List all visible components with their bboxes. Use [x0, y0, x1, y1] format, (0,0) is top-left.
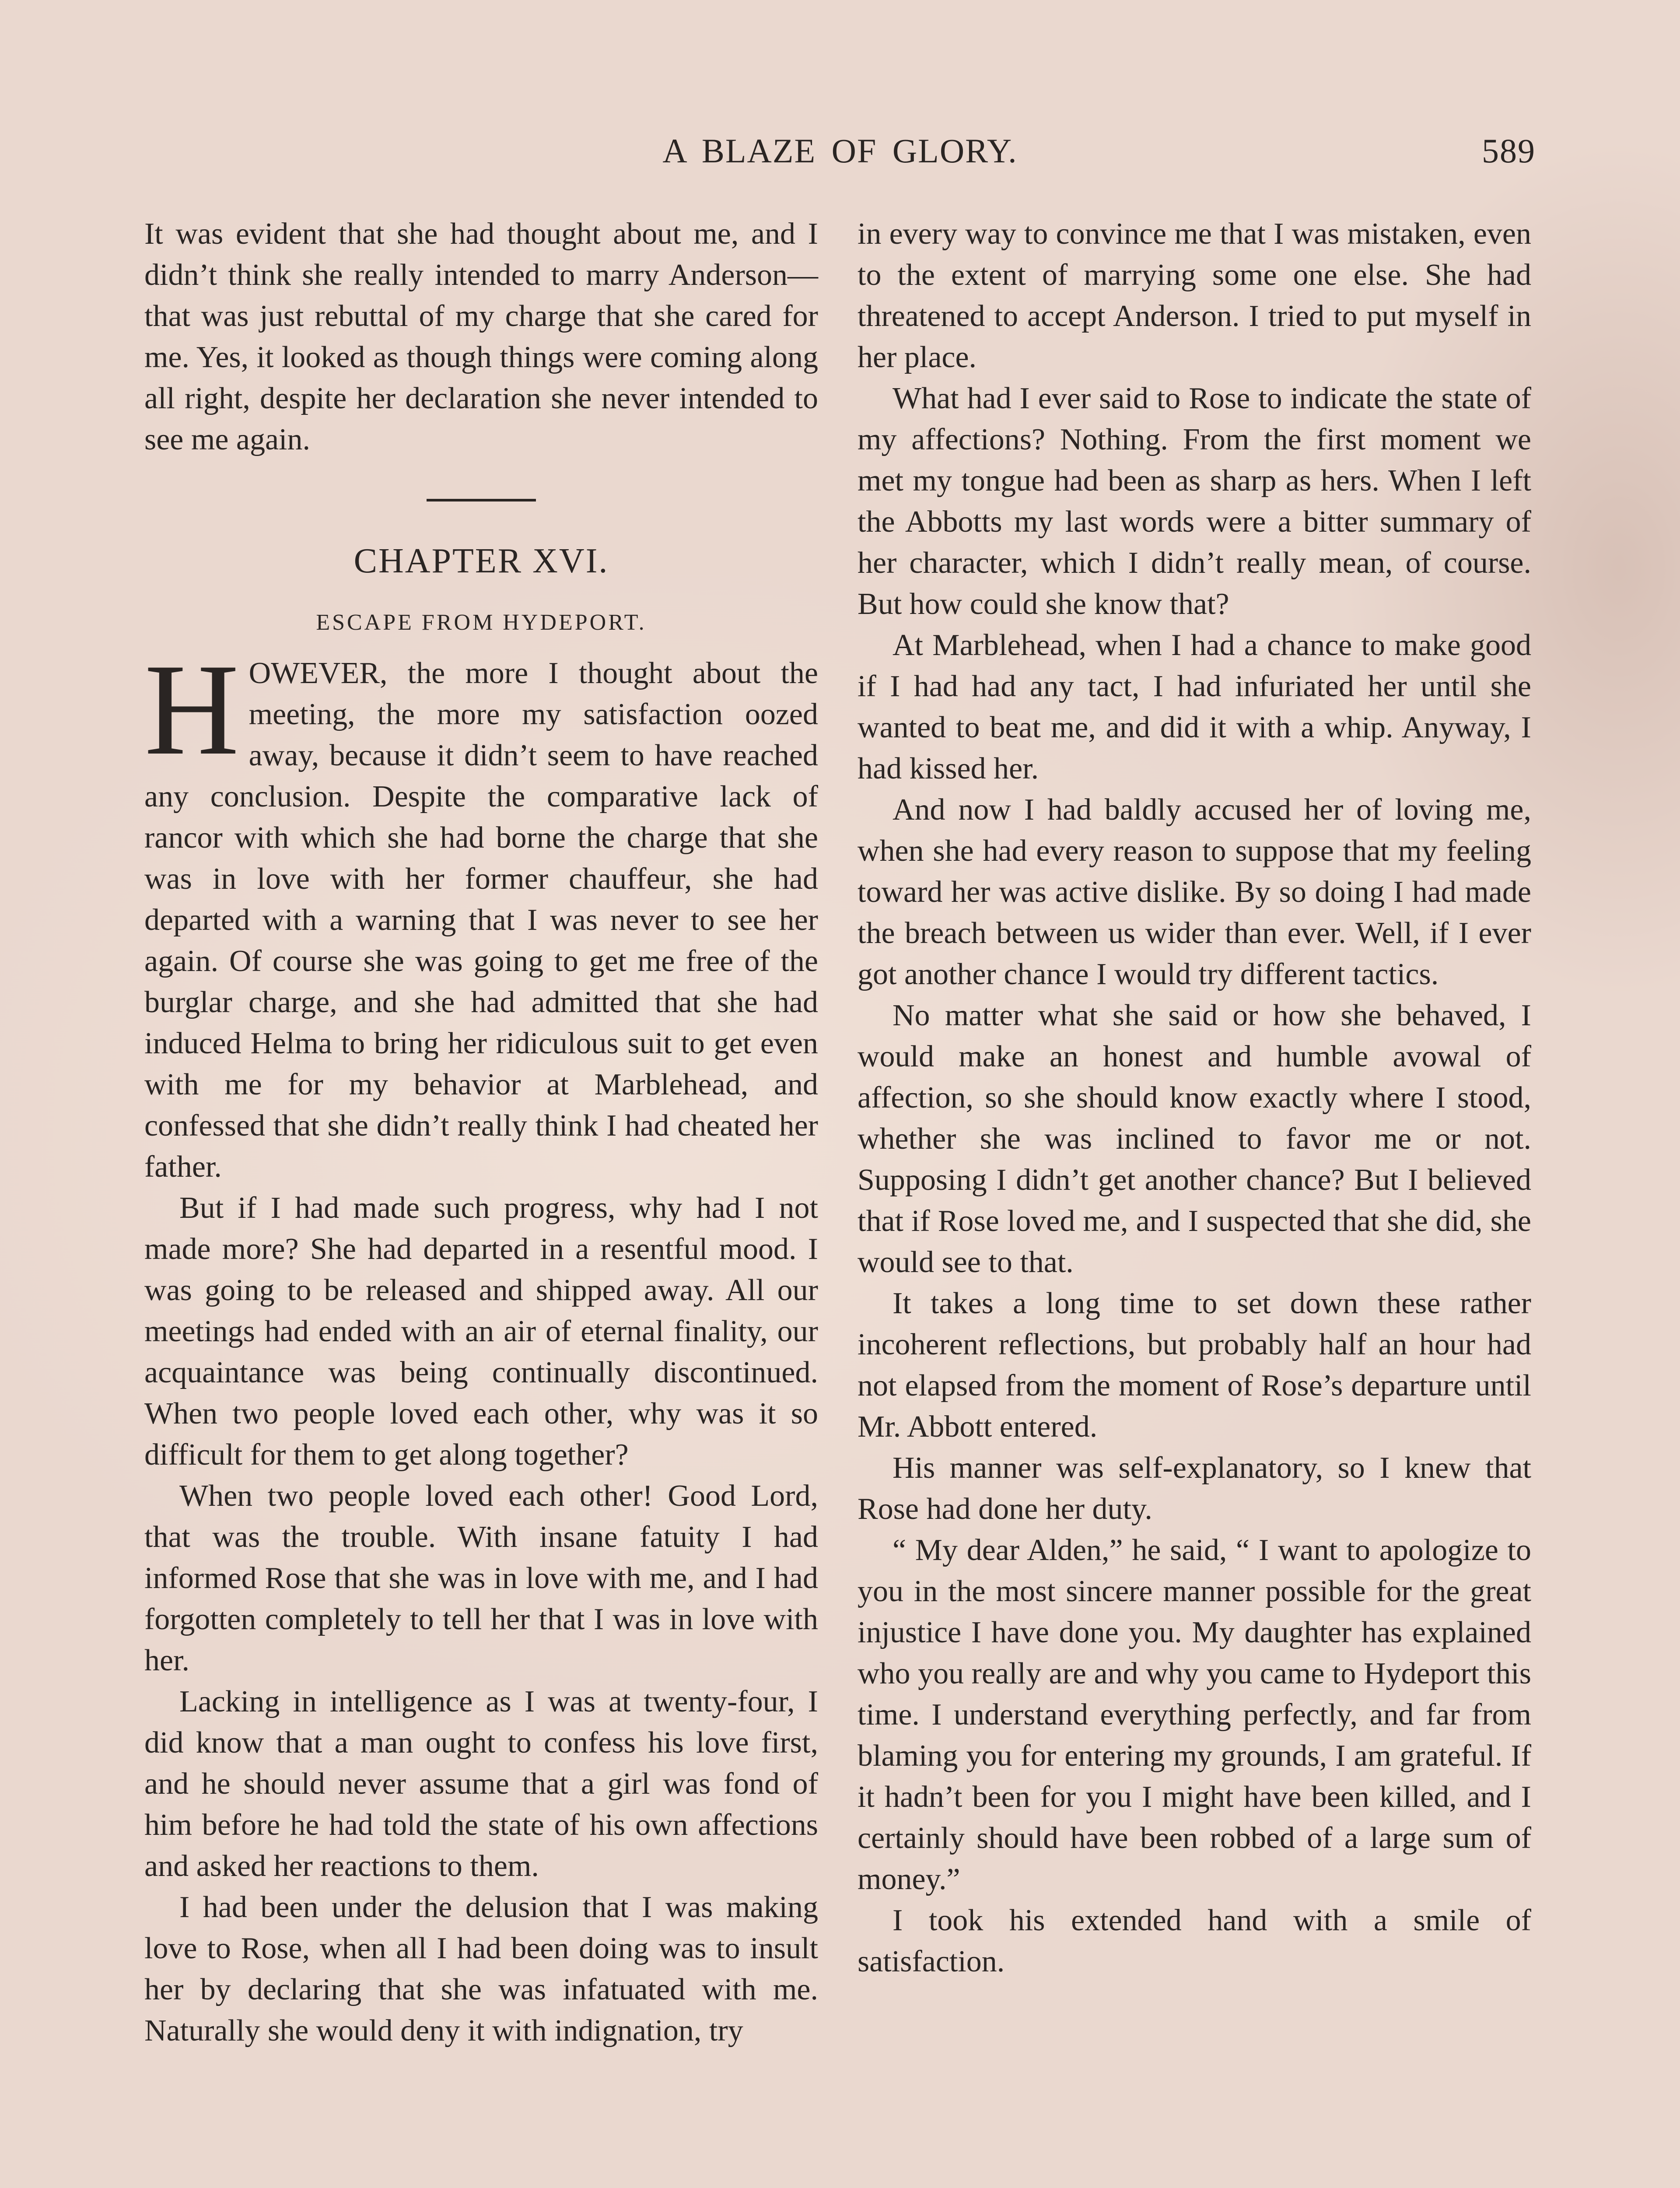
running-title: A BLAZE OF GLORY. — [662, 132, 1018, 170]
paragraph: His manner was self-explanatory, so I knew that Rose had done her duty. — [858, 1451, 1531, 1526]
paragraph: I had been under the delusion that I was making love to Rose, when all I had been doing was to insult her by declaring that she was infatuated with me. Naturally she would deny it with indignation, try — [144, 1890, 818, 2048]
right-column — [858, 214, 1531, 1982]
paragraph: What had I ever said to Rose to indicate the state of my affections? Nothing. From the first moment we met my tongue had been as sharp as hers. When I left the Abbotts my last words were a bitter summary of her character, which I didn’t really mean, of course. But how could she know that? — [858, 382, 1531, 621]
paragraph: No matter what she said or how she behaved, I would make an honest and humble avowal of affection, so she should know exactly where I stood, whether she was inclined to favor me or not. Supposing I didn’t get another chance? But I believed that if Rose loved me, and I suspected that she did, she would see to that. — [858, 999, 1531, 1279]
chapter-title: ESCAPE FROM HYDEPORT. — [316, 610, 647, 635]
chapter-heading: CHAPTER XVI. — [354, 542, 609, 580]
paragraph: And now I had baldly accused her of loving me, when she had every reason to suppose that my feeling toward her was active dislike. By so doing I had made the breach between us wider than ever. Well, if I ever got another chance I would try different tactics. — [858, 793, 1531, 991]
paragraph: in every way to convince me that I was mistaken, even to the extent of marrying some one else. She had threatened to accept Anderson. I tried to put myself in her place. — [858, 217, 1531, 374]
paragraph: I took his extended hand with a smile of satisfaction. — [858, 1904, 1531, 1978]
chapter-opening-paragraph — [144, 637, 818, 1188]
paragraph: At Marblehead, when I had a chance to make good if I had had any tact, I had infuriated her until she wanted to beat me, and did it with a whip. Anyway, I had kissed her. — [858, 628, 1531, 785]
drop-cap: H — [144, 637, 239, 782]
paragraph: Lacking in intelligence as I was at twenty-four, I did know that a man ought to confess his love first, and he should never assume that a girl was fond of him before he had told the state of his own affections and asked her reactions to them. — [144, 1685, 818, 1883]
paragraph: “ My dear Alden,” he said, “ I want to apologize to you in the most sincere manner possible for the great injustice I have done you. My daughter has explained who you really are and why you came to Hydeport this time. I understand everything perfectly, and far from blaming you for entering my grounds, I am grateful. If it hadn’t been for you I might have been killed, and I certainly should have been robbed of a large sum of money.” — [858, 1533, 1531, 1896]
left-column — [144, 214, 818, 2051]
paragraph-text: OWEVER, the more I thought about the meeting, the more my satisfaction oozed away, because it didn’t seem to have reached any conclusion. Despite the comparative lack of rancor with which she had borne the charge that she was in love with her former chauffeur, she had departed with a warning that I was never to see her again. Of course she was going to get me free of the burglar charge, and she had admitted that she had induced Helma to bring her ridiculous suit to get even with me for my behavior at Marblehead, and confessed that she didn’t really think I had cheated her father. — [144, 656, 818, 1184]
paragraph: It takes a long time to set down these rather incoherent reflections, but probably half an hour had not elapsed from the moment of Rose’s departure until Mr. Abbott entered. — [858, 1287, 1531, 1444]
paragraph: It was evident that she had thought about me, and I didn’t think she really intended to marry Anderson—that was just rebuttal of my charge that she cared for me. Yes, it looked as though things were coming along all right, despite her declaration she never intended to see me again. — [144, 217, 818, 456]
paragraph: But if I had made such progress, why had I not made more? She had departed in a resentful mood. I was going to be released and shipped away. All our meetings had ended with an air of eternal finality, our acquaintance was being continually discontinued. When two people loved each other, why was it so difficult for them to get along together? — [144, 1191, 818, 1472]
paragraph: When two people loved each other! Good Lord, that was the trouble. With insane fatuity I had informed Rose that she was in love with me, and I had forgotten completely to tell her that I was in love with her. — [144, 1479, 818, 1677]
running-header — [144, 131, 1536, 179]
page-number: 589 — [1482, 132, 1536, 170]
section-divider — [427, 499, 536, 501]
